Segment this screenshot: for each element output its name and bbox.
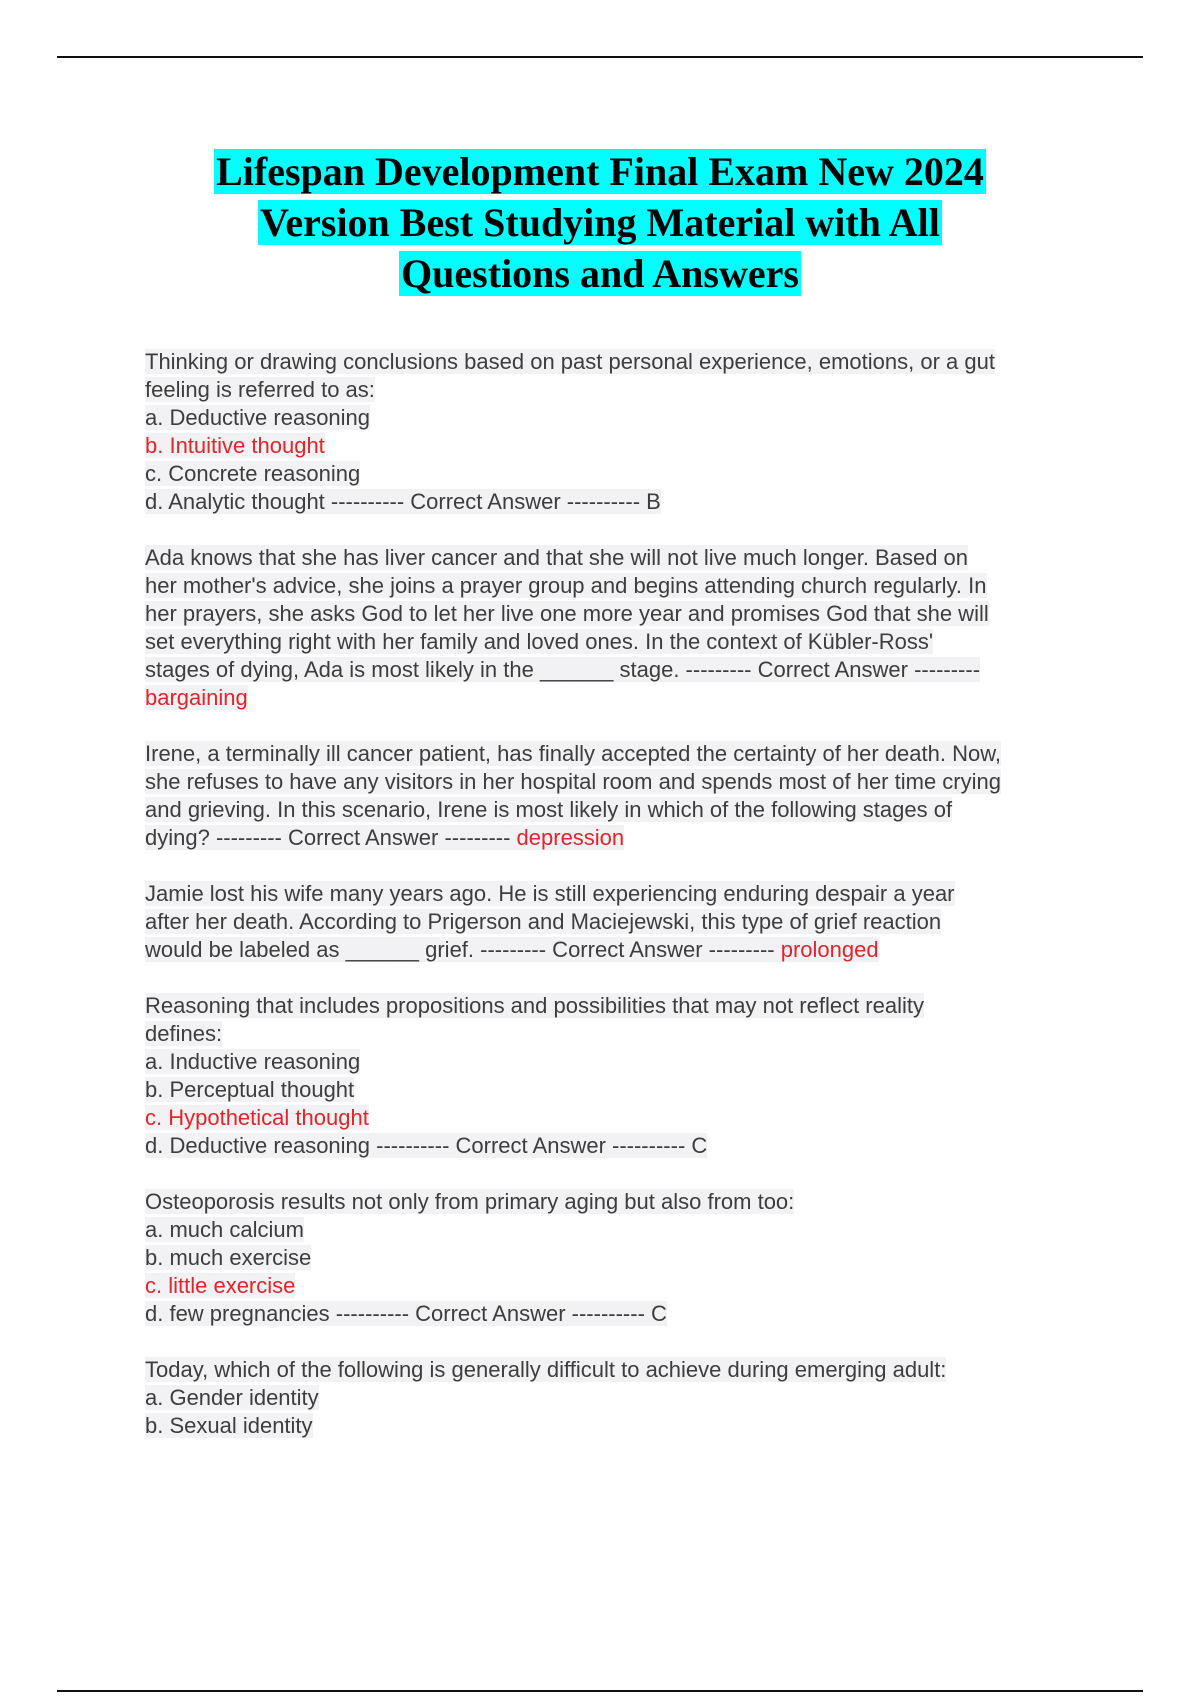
correct-answer-text: b. Intuitive thought [145,433,325,458]
question-text: c. Concrete reasoning [145,461,361,486]
text-line [145,768,1105,796]
line-highlight [145,685,248,710]
questions-body [145,348,1105,1468]
question-text: feeling is referred to as: [145,377,375,402]
text-line [145,1356,1105,1384]
line-highlight [145,1245,311,1270]
question-block [145,992,1105,1160]
text-line [145,908,1105,936]
text-line [145,376,1105,404]
title-line: Lifespan Development Final Exam New 2024 [216,149,984,194]
question-text: after her death. According to Prigerson and Maciejewski, this type of grief reaction [145,909,942,934]
question-block [145,1356,1105,1440]
text-line [145,544,1105,572]
text-line [145,1300,1105,1328]
line-highlight [145,349,995,374]
question-block [145,544,1105,712]
line-highlight [145,1189,794,1214]
question-text: Ada knows that she has liver cancer and that she will not live much longer. Based on [145,545,969,570]
line-highlight [145,1049,360,1074]
question-block [145,1188,1105,1328]
question-text: a. Deductive reasoning [145,405,371,430]
question-block [145,348,1105,516]
line-highlight [145,1077,354,1102]
top-rule [57,56,1143,58]
text-line [145,656,1105,684]
correct-answer-text: c. little exercise [145,1273,296,1298]
question-text: she refuses to have any visitors in her hospital room and spends most of her time crying [145,769,1001,794]
text-line [145,824,1105,852]
question-block [145,740,1105,852]
question-text: a. much calcium [145,1217,304,1242]
text-line [145,1076,1105,1104]
text-line [145,348,1105,376]
line-highlight [145,881,955,906]
line-highlight [145,1105,369,1130]
line-highlight [145,1021,222,1046]
question-text: dying? --------- Correct Answer --------- [145,825,517,850]
text-line [145,1412,1105,1440]
line-highlight [145,993,924,1018]
line-highlight [145,545,968,570]
question-text: b. Sexual identity [145,1413,313,1438]
line-highlight [145,937,879,962]
line-highlight [145,769,1001,794]
question-text: her mother's advice, she joins a prayer group and begins attending church regularly. In [145,573,987,598]
question-text: b. much exercise [145,1245,312,1270]
question-text: d. Deductive reasoning ---------- Correct Answer ---------- C [145,1133,708,1158]
line-highlight [145,1217,304,1242]
question-text: b. Perceptual thought [145,1077,355,1102]
correct-answer-text: bargaining [145,685,248,710]
line-highlight [145,1273,295,1298]
text-line [145,600,1105,628]
text-line [145,1020,1105,1048]
line-highlight [145,1357,946,1382]
question-text: stages of dying, Ada is most likely in the ______ stage. --------- Correct Answer --------- [145,657,981,682]
text-line [145,1104,1105,1132]
text-line [145,936,1105,964]
text-line [145,796,1105,824]
line-highlight [145,741,1001,766]
text-line [145,1188,1105,1216]
line-highlight [145,1413,313,1438]
question-text: would be labeled as ______ grief. --------- Correct Answer --------- [145,937,781,962]
line-highlight [145,601,989,626]
question-text: Thinking or drawing conclusions based on past personal experience, emotions, or a gut [145,349,995,374]
title-line: Questions and Answers [401,251,799,296]
text-line [145,404,1105,432]
question-text: Today, which of the following is generally difficult to achieve during emerging adult: [145,1357,947,1382]
line-highlight [145,1133,707,1158]
question-text: her prayers, she asks God to let her live one more year and promises God that she will [145,601,989,626]
text-line [145,992,1105,1020]
text-line [145,488,1105,516]
bottom-rule [57,1690,1143,1692]
question-text: and grieving. In this scenario, Irene is most likely in which of the following stages of [145,797,953,822]
question-text: Irene, a terminally ill cancer patient, has finally accepted the certainty of her death. Now, [145,741,1002,766]
text-line [145,1272,1105,1300]
question-text: Reasoning that includes propositions and possibilities that may not reflect reality [145,993,924,1018]
question-text: d. Analytic thought ---------- Correct Answer ---------- B [145,489,661,514]
question-text: Jamie lost his wife many years ago. He is still experiencing enduring despair a year [145,881,955,906]
text-line [145,460,1105,488]
line-highlight [145,1385,319,1410]
question-text: d. few pregnancies ---------- Correct Answer ---------- C [145,1301,667,1326]
line-highlight [145,377,375,402]
question-block [145,880,1105,964]
line-highlight [145,825,624,850]
text-line [145,684,1105,712]
text-line [145,1244,1105,1272]
line-highlight [145,461,360,486]
text-line [145,572,1105,600]
line-highlight [145,489,661,514]
text-line [145,1216,1105,1244]
question-text: set everything right with her family and loved ones. In the context of Kübler-Ross' [145,629,934,654]
line-highlight [145,1301,667,1326]
question-text: Osteoporosis results not only from primary aging but also from too: [145,1189,795,1214]
question-text: a. Inductive reasoning [145,1049,361,1074]
line-highlight [145,629,933,654]
text-line [145,1384,1105,1412]
line-highlight [145,405,370,430]
correct-answer-text: prolonged [780,937,879,962]
line-highlight [145,657,980,682]
document-title [0,146,1200,299]
line-highlight [145,909,941,934]
correct-answer-text: c. Hypothetical thought [145,1105,369,1130]
text-line [145,628,1105,656]
text-line [145,1132,1105,1160]
question-text: a. Gender identity [145,1385,319,1410]
line-highlight [145,573,987,598]
correct-answer-text: depression [516,825,625,850]
question-text: defines: [145,1021,223,1046]
text-line [145,740,1105,768]
text-line [145,432,1105,460]
line-highlight [145,433,325,458]
text-line [145,1048,1105,1076]
title-line: Version Best Studying Material with All [260,200,940,245]
text-line [145,880,1105,908]
line-highlight [145,797,952,822]
